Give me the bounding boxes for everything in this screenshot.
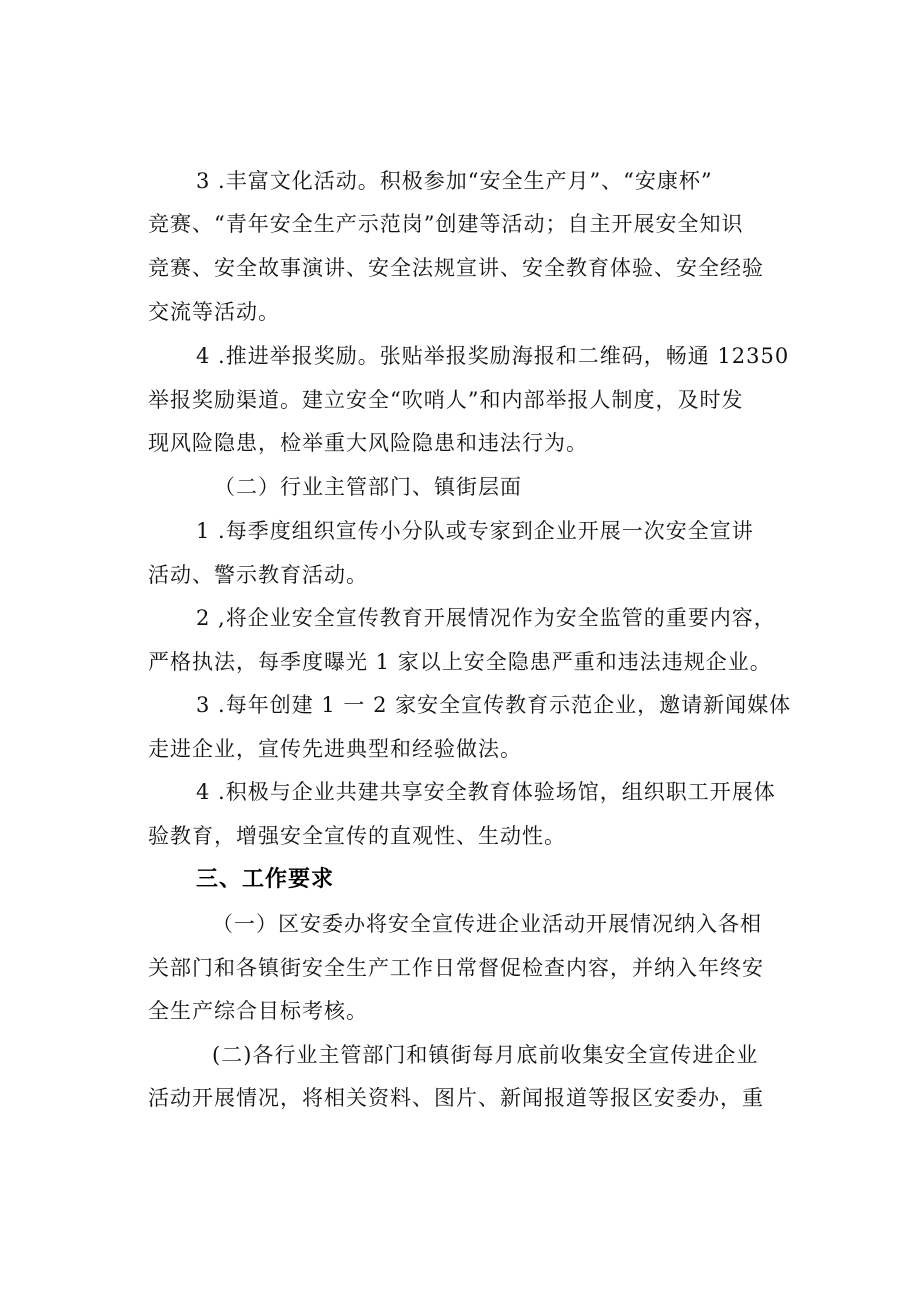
paragraph-line: 1 .每季度组织宣传小分队或专家到企业开展一次安全宣讲 — [196, 519, 754, 543]
section-heading: 三、工作要求 — [196, 867, 335, 892]
paragraph-line: 4 .推进举报奖励。张贴举报奖励海报和二维码，畅通 12350 — [196, 344, 790, 368]
paragraph-line: （一）区安委办将安全宣传进企业活动开展情况纳入各相 — [212, 912, 762, 936]
paragraph-line: 验教育，增强安全宣传的直观性、生动性。 — [148, 824, 566, 848]
paragraph-line: 举报奖励渠道。建立安全“吹哨人”和内部举报人制度，及时发 — [148, 388, 744, 412]
paragraph-line: 关部门和各镇街安全生产工作日常督促检查内容，并纳入年终安 — [148, 956, 764, 980]
paragraph-line: 3 .每年创建 1 一 2 家安全宣传教育示范企业，邀请新闻媒体 — [196, 693, 792, 717]
paragraph-line: (二)各行业主管部门和镇街每月底前收集安全宣传进企业 — [212, 1043, 759, 1067]
subsection-heading: （二）行业主管部门、镇街层面 — [214, 475, 522, 499]
paragraph-line: 活动开展情况，将相关资料、图片、新闻报道等报区安委办，重 — [148, 1086, 764, 1110]
paragraph-line: 竞赛、安全故事演讲、安全法规宣讲、安全教育体验、安全经验 — [148, 256, 764, 280]
paragraph-line: 现风险隐患，检举重大风险隐患和违法行为。 — [148, 431, 588, 455]
paragraph-line: 4 .积极与企业共建共享安全教育体验场馆，组织职工开展体 — [196, 780, 776, 804]
paragraph-line: 3 .丰富文化活动。积极参加“安全生产月”、“安康杯” — [196, 169, 713, 193]
paragraph-line: 交流等活动。 — [148, 300, 280, 324]
paragraph-line: 2 ,将企业安全宣传教育开展情况作为安全监管的重要内容， — [196, 606, 776, 630]
paragraph-line: 严格执法，每季度曝光 1 家以上安全隐患严重和违法违规企业。 — [148, 650, 772, 674]
paragraph-line: 全生产综合目标考核。 — [148, 999, 368, 1023]
paragraph-line: 活动、警示教育活动。 — [148, 563, 368, 587]
paragraph-line: 竞赛、“青年安全生产示范岗”创建等活动；自主开展安全知识 — [148, 212, 744, 236]
paragraph-line: 走进企业，宣传先进典型和经验做法。 — [148, 737, 522, 761]
